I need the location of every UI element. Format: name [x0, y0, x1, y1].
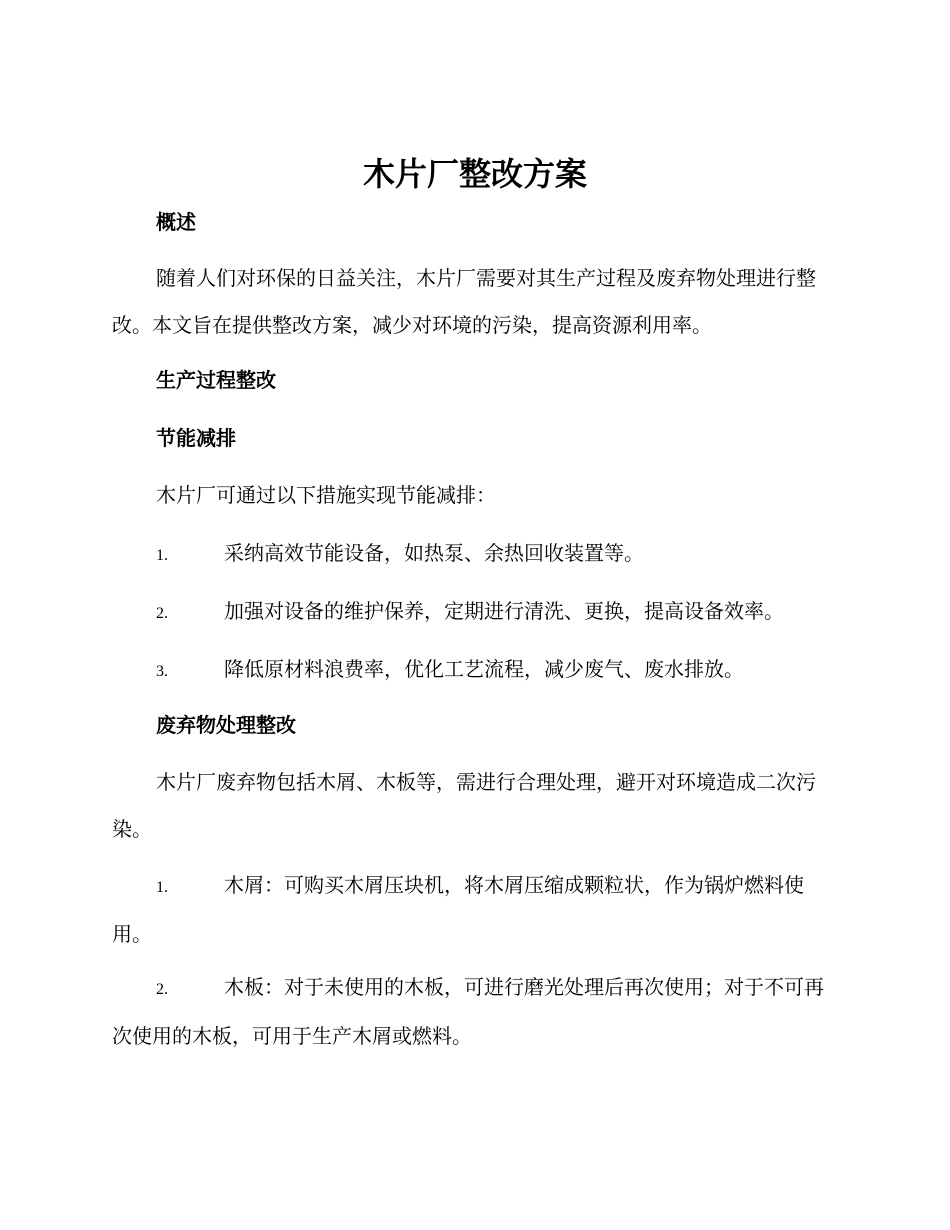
list-item-text: 木板：对于未使用的木板，可进行磨光处理后再次使用；对于不可再次使用的木板，可用于生产木屑或燃料。	[112, 975, 824, 1048]
list-item-number: 1.	[156, 547, 168, 564]
list-item-text: 降低原材料浪费率，优化工艺流程，减少废气、废水排放。	[224, 657, 744, 681]
list-item-number: 2.	[156, 605, 168, 622]
list-item	[112, 964, 838, 1060]
waste-intro-paragraph: 木片厂废弃物包括木屑、木板等，需进行合理处理，避开对环境造成二次污染。	[112, 770, 816, 841]
list-item-text: 采纳高效节能设备，如热泵、余热回收装置等。	[224, 541, 644, 565]
overview-paragraph: 随着人们对环保的日益关注，木片厂需要对其生产过程及废弃物处理进行整改。本文旨在提供整改方案，减少对环境的污染，提高资源利用率。	[112, 266, 816, 337]
section-heading-overview: 概述	[156, 210, 196, 234]
list-item-number: 1.	[156, 879, 168, 896]
energy-intro-paragraph: 木片厂可通过以下措施实现节能减排：	[156, 483, 496, 507]
subsection-heading-energy: 节能减排	[156, 426, 236, 450]
list-item-text: 木屑：可购买木屑压块机，将木屑压缩成颗粒状，作为锅炉燃料使用。	[112, 873, 804, 946]
list-item	[112, 862, 838, 958]
list-item	[112, 588, 838, 637]
list-item-number: 3.	[156, 663, 168, 680]
section-heading-waste: 废弃物处理整改	[156, 713, 296, 737]
section-heading-production: 生产过程整改	[156, 368, 276, 392]
list-item	[112, 530, 838, 579]
list-item-text: 加强对设备的维护保养，定期进行清洗、更换，提高设备效率。	[224, 599, 784, 623]
list-item-number: 2.	[156, 981, 168, 998]
list-item	[112, 646, 838, 695]
document-title: 木片厂整改方案	[362, 155, 587, 193]
